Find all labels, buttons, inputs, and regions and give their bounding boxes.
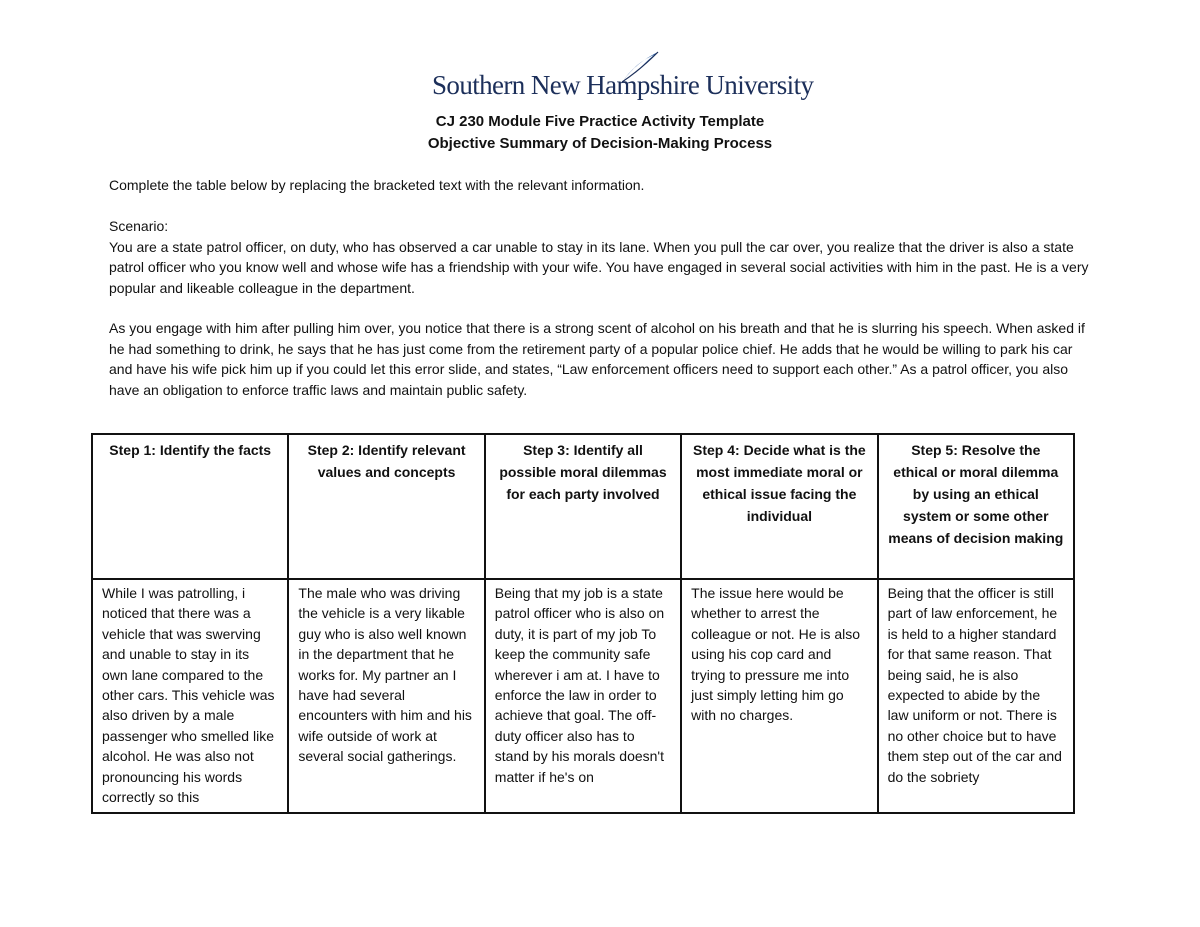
cell-step-3: Being that my job is a state patrol officer who is also on duty, it is part of my job To keep the community safe wherever i am at. I have to enforce the law in order to achieve that goal. The off-duty officer also has to stand by his morals doesn't matter if he's on bbox=[485, 579, 681, 813]
university-logo bbox=[432, 50, 814, 106]
header-step-2: Step 2: Identify relevant values and concepts bbox=[288, 434, 484, 579]
cell-step-2: The male who was driving the vehicle is a very likable guy who is also well known in the department that he works for. My partner an I have had several encounters with him and his wife outside of work at several social gatherings. bbox=[288, 579, 484, 813]
cell-step-5: Being that the officer is still part of law enforcement, he is held to a higher standard for that same reason. That being said, he is also expected to abide by the law uniform or not. There is no other choice but to have them step out of the car and do the sobriety bbox=[878, 579, 1074, 813]
header-step-1: Step 1: Identify the facts bbox=[92, 434, 288, 579]
cell-step-4: The issue here would be whether to arrest the colleague or not. He is also using his cop card and trying to pressure me into just simply letting him go with no charges. bbox=[681, 579, 877, 813]
instructions-text: Complete the table below by replacing the bracketed text with the relevant information. bbox=[109, 177, 645, 193]
scenario-paragraph-2-section bbox=[109, 318, 1089, 400]
quill-icon bbox=[620, 50, 660, 84]
decision-steps-table bbox=[91, 433, 1075, 814]
document-title: CJ 230 Module Five Practice Activity Template bbox=[435, 113, 765, 130]
header-step-5: Step 5: Resolve the ethical or moral dilemma by using an ethical system or some other means of decision making bbox=[878, 434, 1074, 579]
scenario-section bbox=[109, 216, 1089, 298]
university-name: Southern New Hampshire University bbox=[432, 70, 814, 100]
scenario-label: Scenario: bbox=[109, 218, 169, 234]
header-step-3: Step 3: Identify all possible moral dilemmas for each party involved bbox=[485, 434, 681, 579]
header-step-4: Step 4: Decide what is the most immediate moral or ethical issue facing the individual bbox=[681, 434, 877, 579]
document-subtitle: Objective Summary of Decision-Making Process bbox=[427, 135, 773, 152]
cell-step-1: While I was patrolling, i noticed that there was a vehicle that was swerving and unable to stay in its own lane compared to the other cars. This vehicle was also driven by a male passenger who smelled like alcohol. He was also not pronouncing his words correctly so this bbox=[92, 579, 288, 813]
scenario-paragraph-1: You are a state patrol officer, on duty, who has observed a car unable to stay in its lane. When you pull the car over, you realize that the driver is also a state patrol officer who you know well and whose wife has a friendship with your wife. You have engaged in several social activities with him in the past. He is a very popular and likeable colleague in the department. bbox=[109, 238, 1089, 296]
scenario-paragraph-2: As you engage with him after pulling him over, you notice that there is a strong scent of alcohol on his breath and that he is slurring his speech. When asked if he had something to drink, he says that he has just come from the retirement party of a popular police chief. He adds that he would be willing to park his car and have his wife pick him up if you could let this error slide, and states, “Law enforcement officers need to support each other.” As a patrol officer, you also have an obligation to enforce traffic laws and maintain public safety. bbox=[109, 320, 1085, 398]
table-header-row bbox=[92, 434, 1074, 579]
table-row bbox=[92, 579, 1074, 813]
